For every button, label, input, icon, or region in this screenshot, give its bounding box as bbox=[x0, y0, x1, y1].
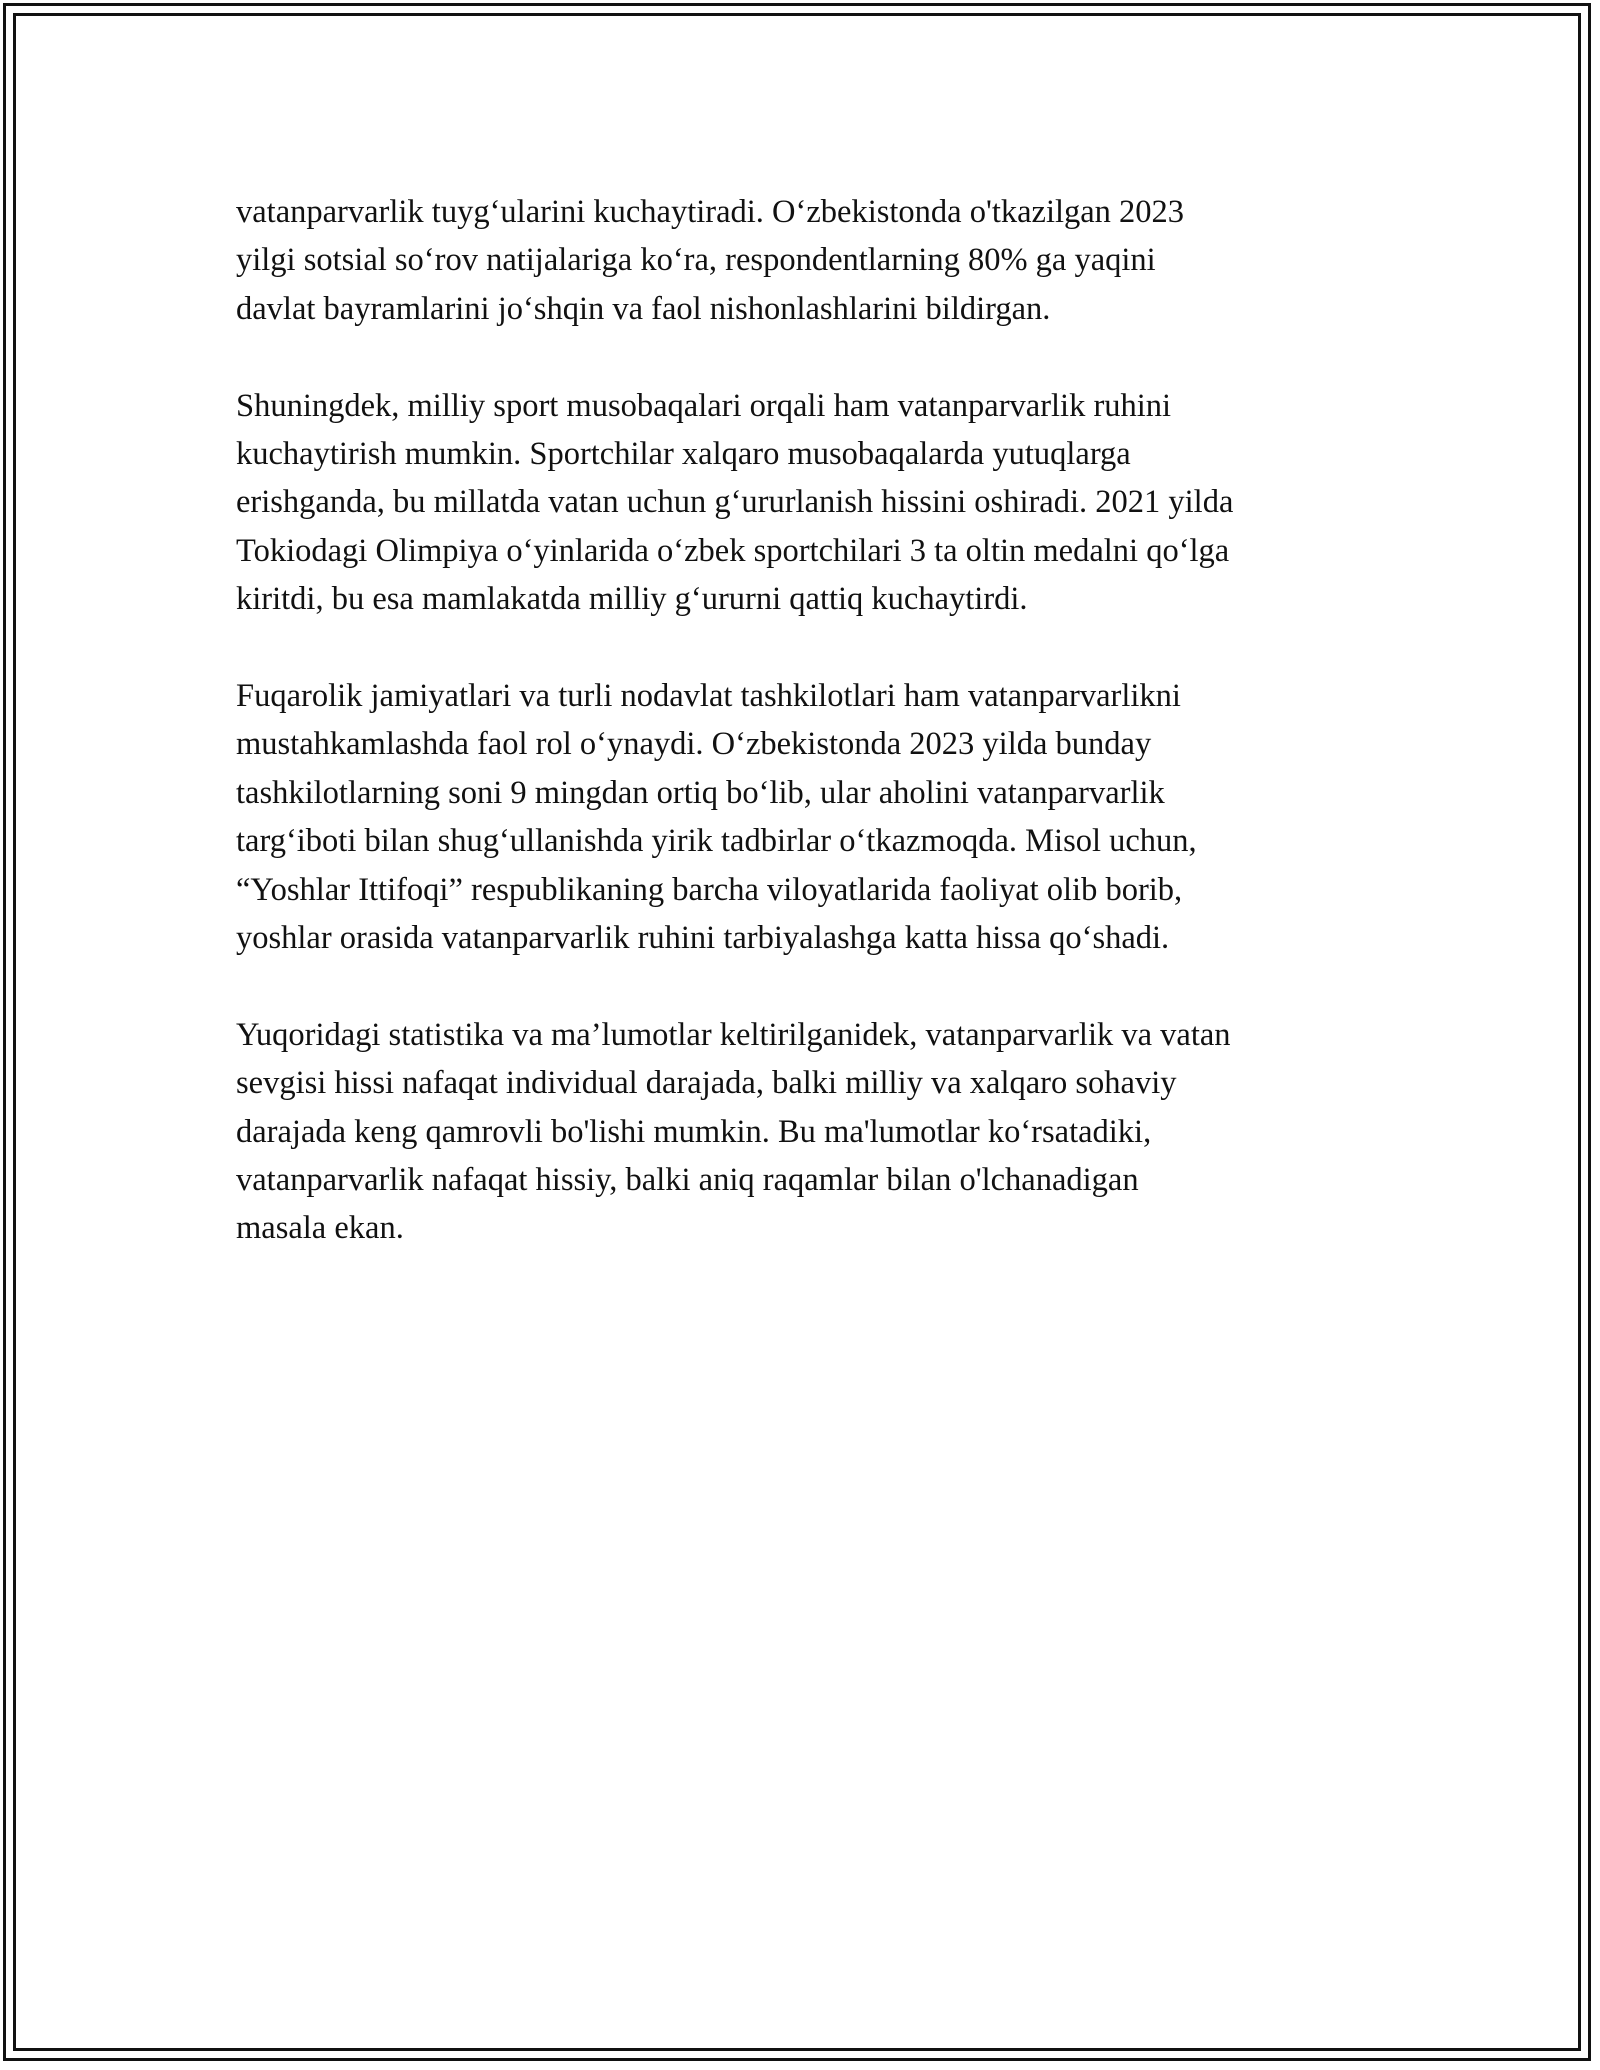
text-line: Yuqoridagi statistika va ma’lumotlar keltirilganidek, vatanparvarlik va vatan bbox=[236, 1016, 1231, 1053]
text-line: sevgisi hissi nafaqat individual darajada, balki milliy va xalqaro sohaviy bbox=[236, 1065, 1177, 1102]
text-line: yilgi sotsial so‘rov natijalariga ko‘ra, respondentlarning 80% ga yaqini bbox=[236, 242, 1156, 279]
text-line: kiritdi, bu esa mamlakatda milliy g‘ururni qattiq kuchaytirdi. bbox=[236, 581, 1028, 618]
text-line: masala ekan. bbox=[236, 1210, 404, 1247]
paragraph-1 bbox=[236, 188, 1376, 333]
text-line: davlat bayramlarini jo‘shqin va faol nishonlashlarini bildirgan. bbox=[236, 290, 1051, 327]
text-line: “Yoshlar Ittifoqi” respublikaning barcha viloyatlarida faoliyat olib borib, bbox=[236, 871, 1183, 908]
text-line: erishganda, bu millatda vatan uchun g‘ururlanish hissini oshiradi. 2021 yilda bbox=[236, 484, 1234, 521]
text-line: yoshlar orasida vatanparvarlik ruhini tarbiyalashga katta hissa qo‘shadi. bbox=[236, 920, 1170, 957]
paragraph-3 bbox=[236, 672, 1376, 962]
paragraph-2 bbox=[236, 382, 1376, 624]
text-line: mustahkamlashda faol rol o‘ynaydi. O‘zbekistonda 2023 yilda bunday bbox=[236, 726, 1152, 763]
text-line: Tokiodagi Olimpiya o‘yinlarida o‘zbek sportchilari 3 ta oltin medalni qo‘lga bbox=[236, 532, 1230, 569]
text-line: kuchaytirish mumkin. Sportchilar xalqaro musobaqalarda yutuqlarga bbox=[236, 436, 1131, 473]
text-line: Shuningdek, milliy sport musobaqalari orqali ham vatanparvarlik ruhini bbox=[236, 387, 1172, 424]
text-line: vatanparvarlik nafaqat hissiy, balki aniq raqamlar bilan o'lchanadigan bbox=[236, 1162, 1139, 1199]
text-line: darajada keng qamrovli bo'lishi mumkin. Bu ma'lumotlar ko‘rsatadiki, bbox=[236, 1113, 1152, 1150]
text-line: vatanparvarlik tuyg‘ularini kuchaytiradi. O‘zbekistonda o'tkazilgan 2023 bbox=[236, 194, 1185, 230]
document-body bbox=[236, 188, 1376, 1301]
paragraph-4 bbox=[236, 1011, 1376, 1253]
text-line: tashkilotlarning soni 9 mingdan ortiq bo‘lib, ular aholini vatanparvarlik bbox=[236, 774, 1165, 811]
text-line: Fuqarolik jamiyatlari va turli nodavlat tashkilotlari ham vatanparvarlikni bbox=[236, 678, 1181, 715]
text-line: targ‘iboti bilan shug‘ullanishda yirik tadbirlar o‘tkazmoqda. Misol uchun, bbox=[236, 823, 1197, 860]
